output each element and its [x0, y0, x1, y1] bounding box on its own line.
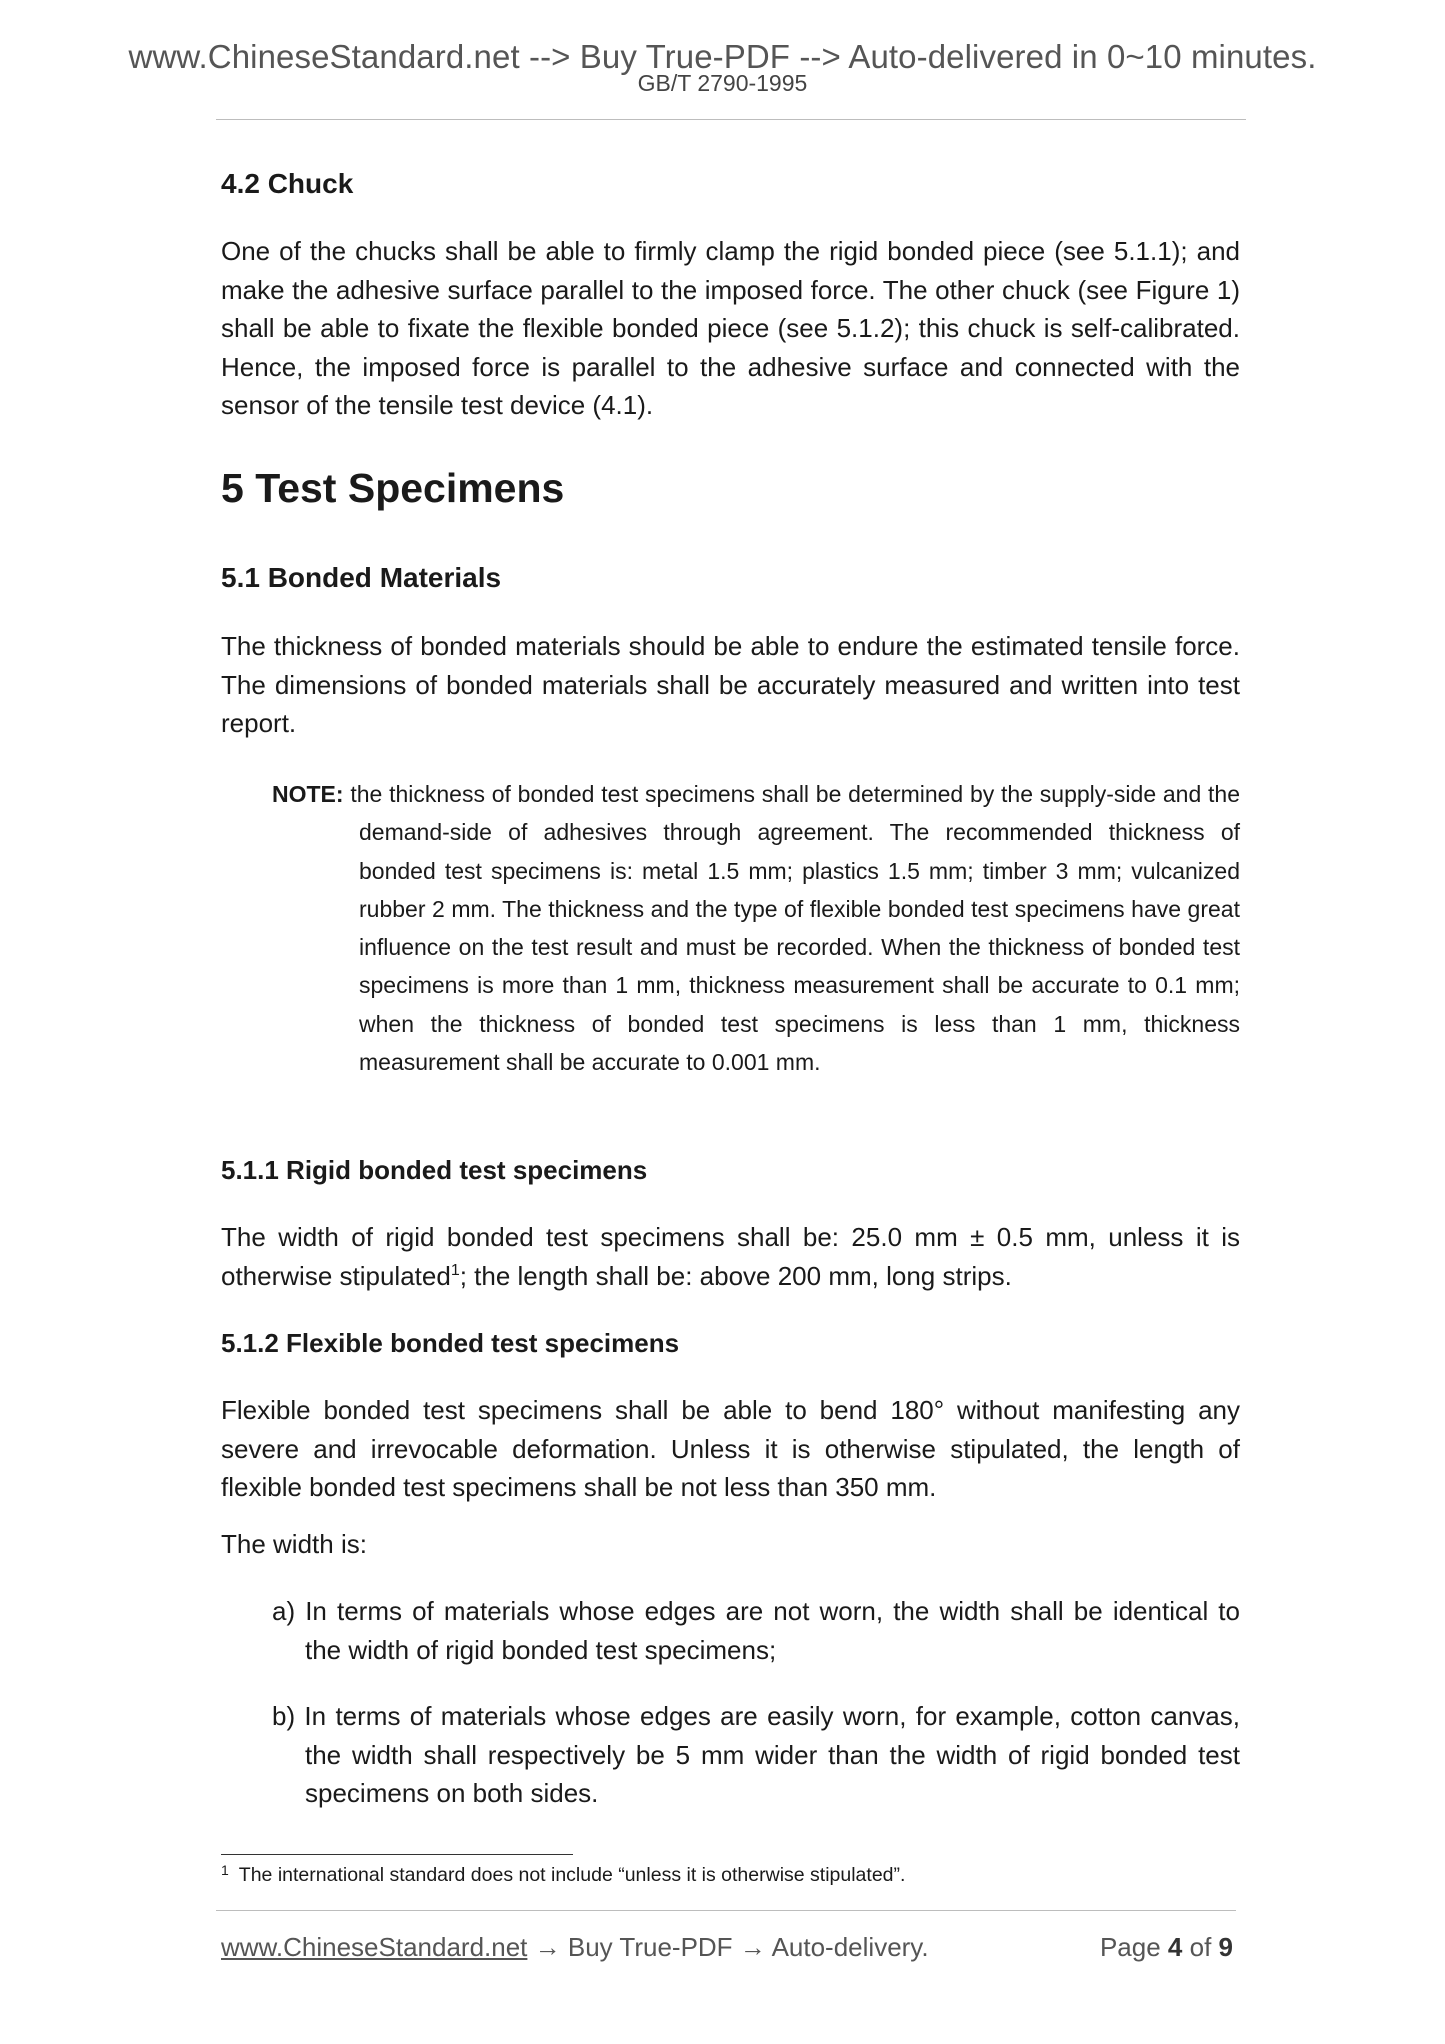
page-current: 4 — [1167, 1932, 1183, 1962]
section-5-1-body: The thickness of bonded materials should be able to endure the estimated tensile force. The dimensions of bonded materials shall be accurately measured and written into test report. — [221, 631, 1240, 738]
width-intro: The width is: — [221, 1529, 367, 1559]
section-5-1-title: 5.1 Bonded Materials — [221, 562, 502, 593]
note-body: the thickness of bonded test specimens shall be determined by the supply-side and the demand-side of adhesives through agreement. The recommended thickness of bonded test specimens is: metal 1.5 mm; plastics 1.5 mm; timber 3 mm; vulcanized rubber 2 mm. The thickness and the type of flexible bonded test specimens have great influence on the test result and must be recorded. When the thickness of bonded test specimens is more than 1 mm, thickness measurement shall be accurate to 0.1 mm; when the thickness of bonded test specimens is less than 1 mm, thickness measurement shall be accurate to 0.001 mm. — [350, 781, 1241, 1076]
header-divider — [216, 119, 1246, 120]
footer-left — [221, 1932, 929, 1963]
footer-divider — [216, 1910, 1236, 1911]
footnote-marker: 1 — [221, 1862, 229, 1878]
section-5-1-1-body — [221, 1218, 1240, 1295]
page-label: Page — [1099, 1932, 1161, 1962]
section-5-1-1-title: 5.1.1 Rigid bonded test specimens — [221, 1155, 648, 1185]
list-item-a: a) In terms of materials whose edges are not worn, the width shall be identical to the width of rigid bonded test specimens; — [272, 1596, 1240, 1665]
header-banner: www.ChineseStandard.net --> Buy True-PDF --> Auto-delivered in 0~10 minutes. — [128, 38, 1317, 75]
page-indicator — [1100, 1932, 1233, 1963]
section-5-1-1-body-b: ; the length shall be: above 200 mm, long strips. — [459, 1260, 1012, 1291]
document-number: GB/T 2790-1995 — [637, 70, 808, 96]
page-of: of — [1189, 1932, 1212, 1962]
footnote-reference[interactable]: 1 — [450, 1261, 460, 1279]
footer-tagline: → Buy True-PDF → Auto-delivery. — [527, 1932, 929, 1962]
note-label: NOTE: — [272, 781, 344, 807]
page-total: 9 — [1218, 1932, 1233, 1962]
footnote-divider — [221, 1854, 573, 1855]
section-4-2-body: One of the chucks shall be able to firmly clamp the rigid bonded piece (see 5.1.1); and make the adhesive surface parallel to the imposed force. The other chuck (see Figure 1) shall be able to fixate the flexible bonded piece (see 5.1.2); this chuck is self-calibrated. Hence, the imposed force is parallel to the adhesive surface and connected with the sensor of the tensile test device (4.1). — [221, 236, 1240, 420]
section-4-2-title: 4.2 Chuck — [221, 168, 354, 199]
note-paragraph — [272, 775, 1240, 1081]
footer-link[interactable]: www.ChineseStandard.net — [221, 1932, 528, 1962]
list-item-b: b) In terms of materials whose edges are easily worn, for example, cotton canvas, the width shall respectively be 5 mm wider than the width of rigid bonded test specimens on both sides. — [272, 1701, 1240, 1808]
footnote — [221, 1862, 905, 1887]
footnote-text: The international standard does not include “unless it is otherwise stipulated”. — [238, 1864, 906, 1886]
section-5-1-1-body-a: The width of rigid bonded test specimens shall be: 25.0 mm ± 0.5 mm, unless it is otherwise stipulated — [221, 1222, 1240, 1291]
section-5-title: 5 Test Specimens — [221, 465, 565, 511]
section-5-1-2-body: Flexible bonded test specimens shall be able to bend 180° without manifesting any severe and irrevocable deformation. Unless it is otherwise stipulated, the length of flexible bonded test specimens shall be not less than 350 mm. — [221, 1395, 1240, 1502]
section-5-1-2-title: 5.1.2 Flexible bonded test specimens — [221, 1328, 680, 1358]
